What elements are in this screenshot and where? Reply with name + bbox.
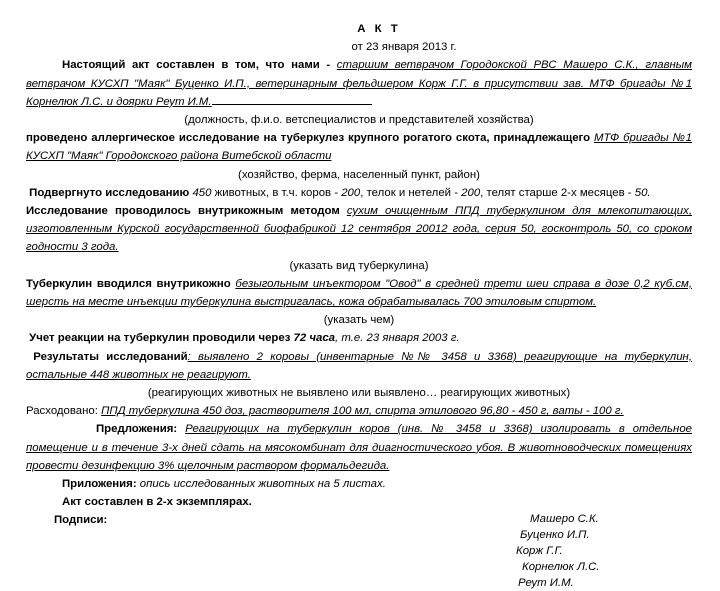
hint-officials: (должность, ф.и.о. ветспециалистов и представителей хозяйства) [184, 114, 534, 127]
signature-name: Корж Г.Г. [516, 545, 563, 558]
commission-names: старшим ветврачом Городокской РВС Машеро С.К., главным ветврачом КУСХП "Маяк" Буценко И.П., ветеринарным фельдшером Корж Г.Г. в присутствии зав. МТФ бригады №1 Корнелюк Л.С. и доярки Реут И.М. [26, 59, 692, 108]
hint-tuberculin: (указать вид туберкулина) [289, 259, 429, 272]
copies-text: Акт составлен в 2-х экземплярах. [62, 496, 252, 509]
heifers-text: , телок и нетелей - [360, 186, 462, 199]
attachments-lead: Приложения: [62, 478, 140, 491]
results-lead: Результаты исследований [33, 350, 188, 363]
paragraph-reaction [26, 329, 692, 347]
paragraph-spent [26, 402, 692, 420]
injection-lead: Туберкулин вводился внутрикожно [26, 277, 236, 290]
signatures-block [26, 511, 692, 590]
paragraph-commission [26, 56, 692, 111]
paragraph-study [26, 129, 692, 165]
paragraph-method [26, 202, 692, 257]
proposals-lead: Предложения: [96, 423, 186, 436]
hint-with-what: (указать чем) [323, 314, 395, 327]
hint-reacting: (реагирующих животных не выявлено или выявлено… реагирующих животных) [147, 387, 571, 400]
paragraph-animals [26, 184, 692, 202]
reaction-lead: Учет реакции на туберкулин проводили через [29, 332, 294, 345]
signature-name: Реут И.М. [518, 577, 574, 590]
attachments-text: опись исследованных животных на 5 листах. [139, 478, 386, 491]
heifers-count: 200 [461, 186, 481, 199]
animals-lead: Подвергнуто исследованию [29, 186, 193, 199]
act-document [26, 20, 692, 590]
cows-count: 200 [341, 186, 361, 199]
paragraph-proposals [26, 420, 692, 475]
commission-lead: Настоящий акт составлен в том, что нами - [62, 59, 337, 72]
method-lead: Исследование проводилось внутрикожным методом [26, 205, 347, 218]
method-tuberculin: сухим очищенным ППД туберкулином для млекопитающих, изготовленным Курской государственной биофабрикой 12 сентября 20012 года, серия 50, госконтроль 50, со сроком годности 3 года. [26, 205, 692, 254]
calves-count: 50. [634, 186, 651, 199]
reaction-hours: 72 часа [293, 332, 336, 345]
hint-farm: (хозяйство, ферма, населенный пункт, район) [238, 168, 480, 181]
proposals-text: Реагирующих на туберкулин коров (инв. № 3458 и 3368) изолировать в отдельное помещение и в течение 3-х дней сдать на мясокомбинат для диагностического убоя. В животноводческих помещениях провести дезинфекцию 3% щелочным раствором формальдегида. [26, 423, 692, 472]
animals-count: 450 [192, 186, 212, 199]
spent-lead: Расходовано: [26, 405, 102, 418]
calves-text: , телят старше 2-х месяцев - [480, 186, 635, 199]
signature-name: Машеро С.К. [530, 513, 599, 526]
document-date: от 23 января 2013 г. [351, 41, 457, 54]
study-farm: МТФ бригады №1 КУСХП "Маяк" Городокского района Витебской области [26, 132, 692, 163]
fill-line [212, 94, 372, 105]
spent-text: ППД туберкулина 450 доз, растворителя 100 мл, спирта этилового 96,80 - 450 г, ваты - 100 г. [101, 405, 624, 418]
paragraph-results [26, 348, 692, 384]
paragraph-injection [26, 275, 692, 311]
animals-text: животных, в т.ч. коров - [211, 186, 342, 199]
document-title: А К Т [357, 23, 401, 35]
injection-method: безыгольным инъектором "Овод" в средней трети шеи справа в дозе 0,2 куб.см, шерсть на месте инъекции туберкулина выстригалась, кожа обрабатывалась 700 этиловым спиртом. [26, 277, 692, 309]
paragraph-attachments [26, 475, 692, 493]
signatures-list [516, 511, 686, 591]
study-lead: проведено аллергическое исследование на туберкулез крупного рогатого скота, принадлежащего [26, 132, 595, 145]
paragraph-copies [26, 493, 692, 511]
signature-name: Корнелюк Л.С. [522, 561, 600, 574]
signature-name: Буценко И.П. [520, 529, 590, 542]
results-text: : выявлено 2 коровы (инвентарные №№ 3458 и 3368) реагирующие на туберкулин, остальные 448 животных не реагируют. [26, 350, 692, 381]
signatures-label: Подписи: [54, 514, 108, 527]
reaction-date: , т.е. 23 января 2003 г. [335, 332, 460, 345]
